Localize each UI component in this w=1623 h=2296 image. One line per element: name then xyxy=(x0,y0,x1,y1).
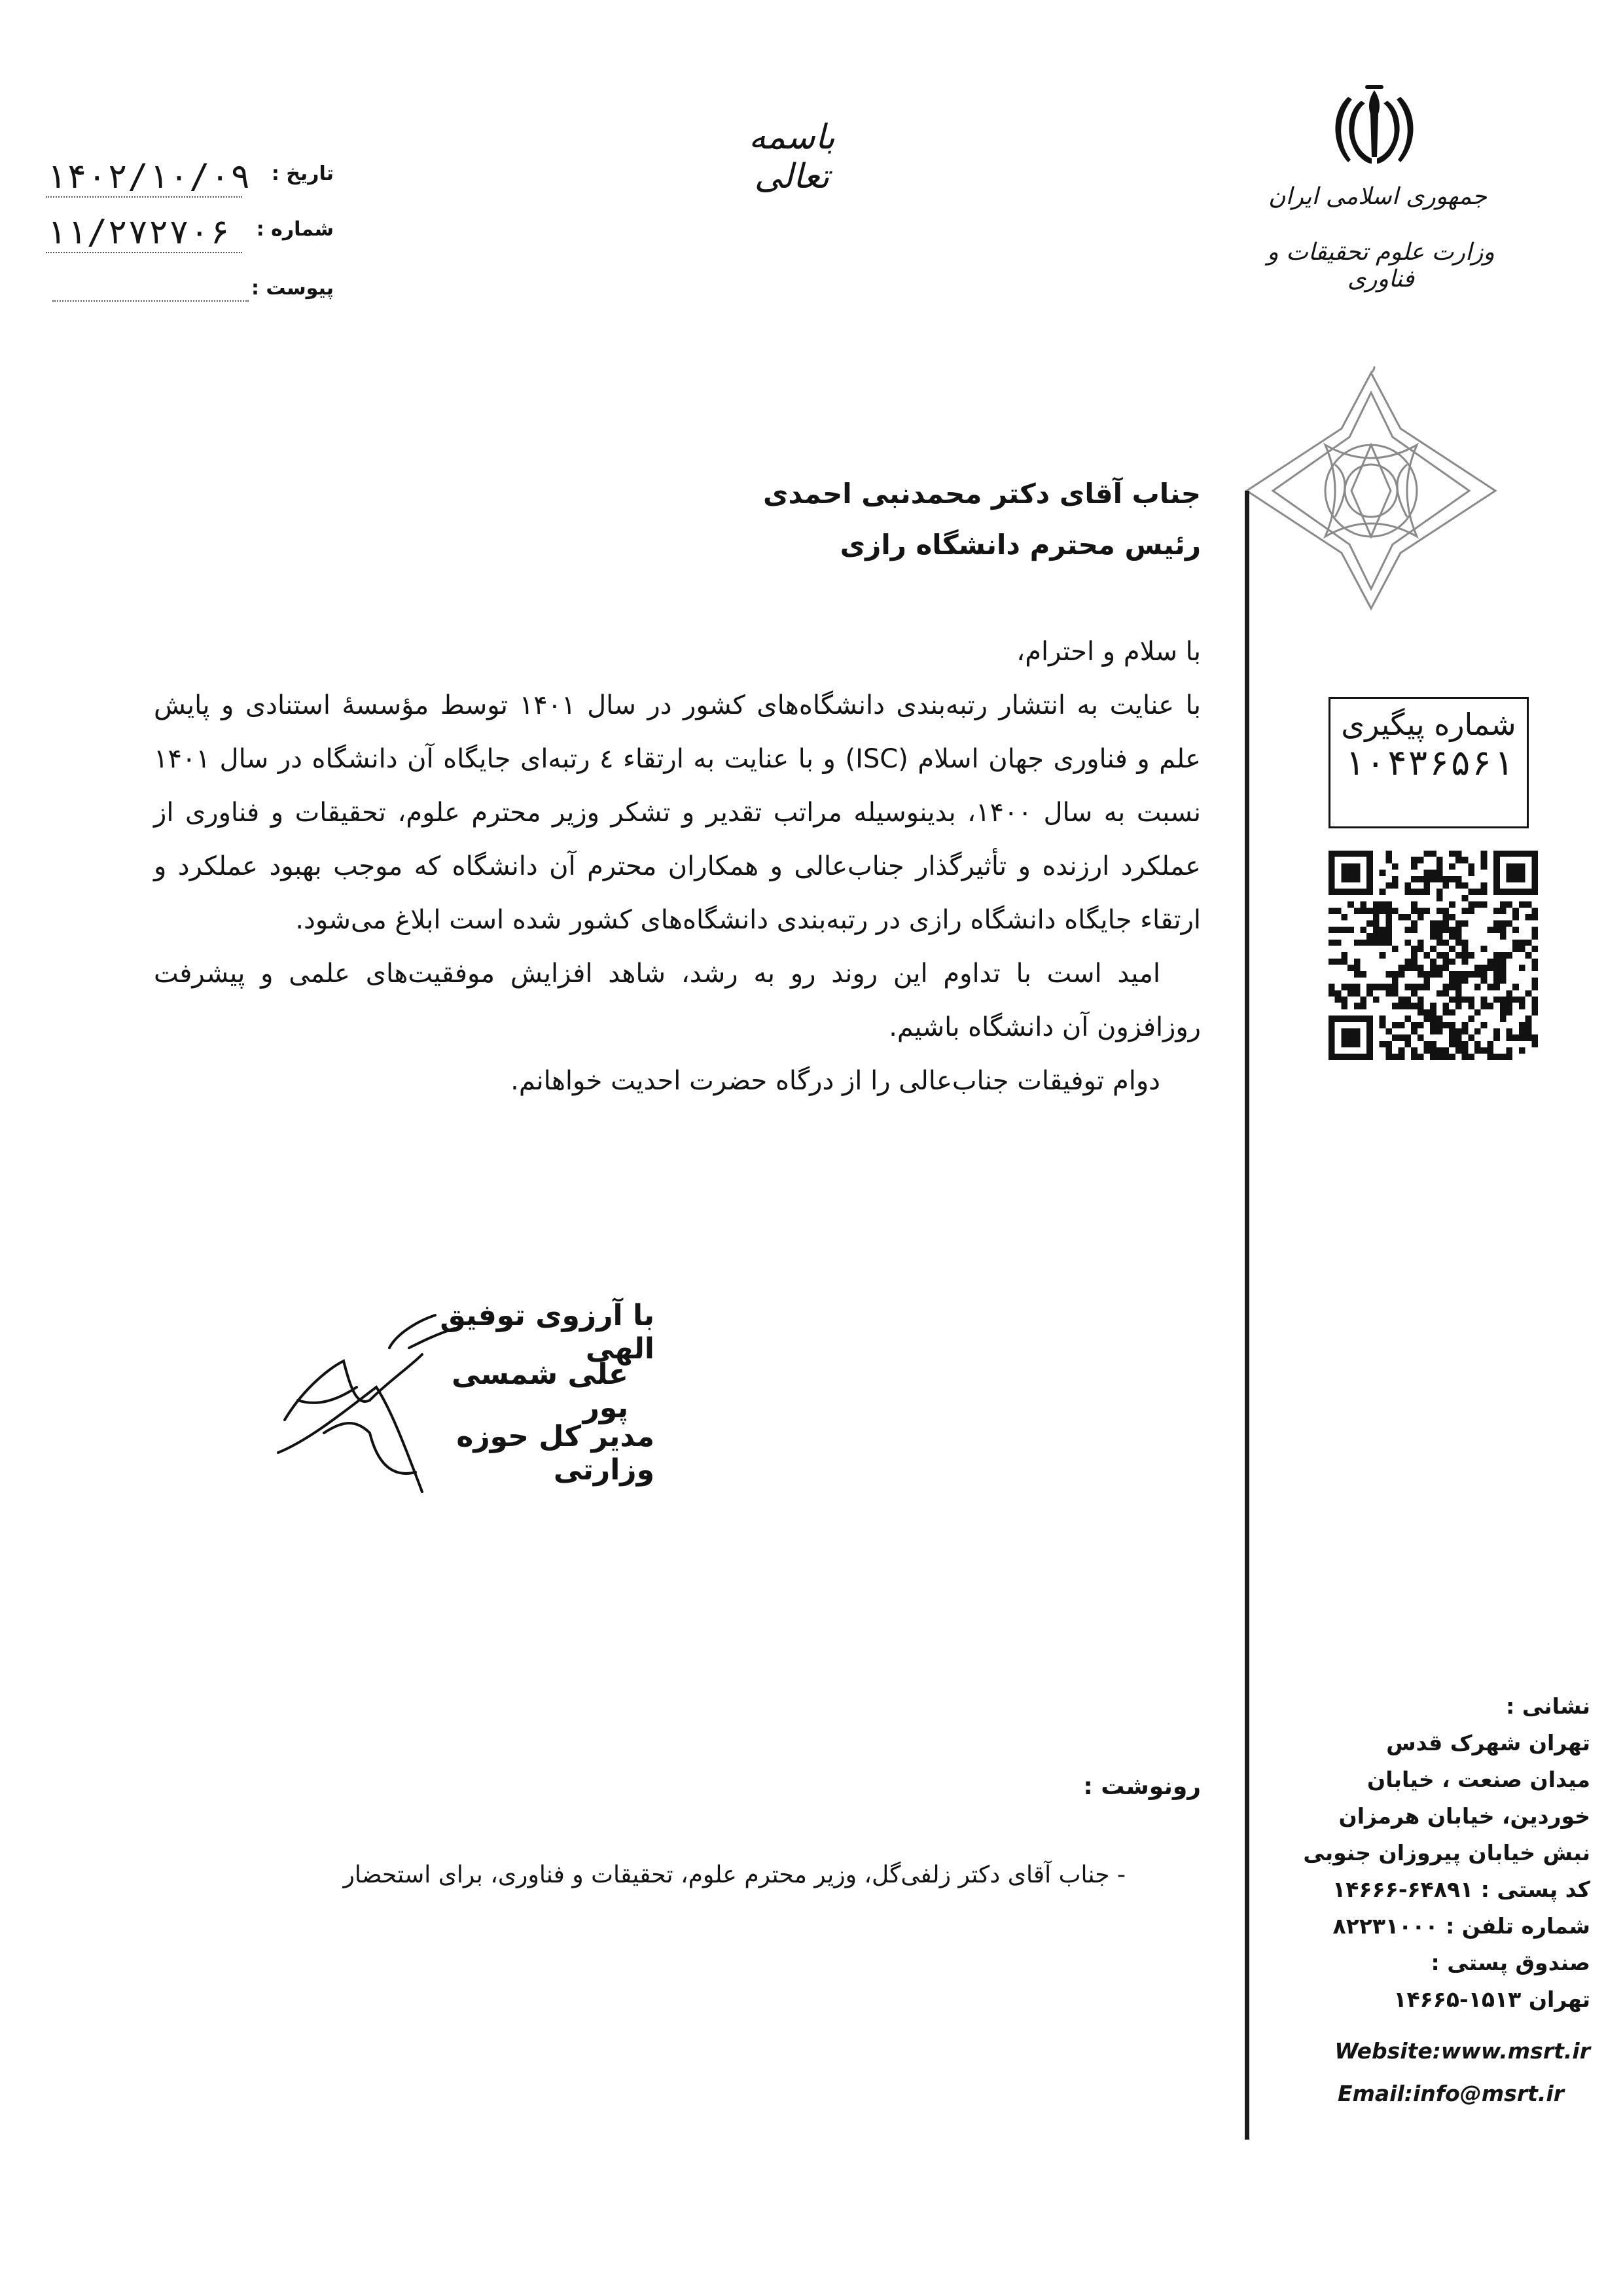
email[interactable]: Email:info@msrt.ir xyxy=(1337,2081,1564,2106)
postal-code: کد پستی : ۶۴۸۹۱-۱۴۶۶۶ xyxy=(1332,1877,1590,1902)
tracking-box xyxy=(1329,697,1529,828)
address-line: میدان صنعت ، خیابان xyxy=(1367,1767,1590,1792)
tracking-label: شماره پیگیری xyxy=(1341,707,1516,742)
letter-body xyxy=(154,625,1201,1108)
signatory-name: علی شمسی پور xyxy=(452,1358,628,1424)
basmala: باسمه تعالی xyxy=(749,118,835,196)
date-label: تاریخ : xyxy=(271,162,334,185)
attachment-value xyxy=(52,300,249,302)
attachment-row xyxy=(46,272,334,311)
address-line: تهران شهرک قدس xyxy=(1386,1730,1590,1756)
number-row xyxy=(46,213,334,252)
tracking-number: ۱۰۴۳۶۵۶۱ xyxy=(1343,742,1514,783)
date-row xyxy=(46,157,334,196)
cc-label: رونوشت : xyxy=(1083,1773,1201,1800)
org-line-1: جمهوری اسلامی ایران xyxy=(1268,183,1487,210)
handwritten-signature-icon xyxy=(259,1309,468,1505)
number-label: شماره : xyxy=(256,218,334,241)
attachment-label: پیوست : xyxy=(251,277,334,300)
date-value: ۱۴۰۲/۱۰/۰۹ xyxy=(46,157,251,196)
signature-closing: با آرزوی توفیق الهی xyxy=(440,1299,654,1366)
qr-code-icon xyxy=(1329,851,1538,1060)
address-line: خوردین، خیابان هرمزان xyxy=(1338,1803,1590,1829)
recipient-name: جناب آقای دکتر محمدنبی احمدی xyxy=(763,478,1201,510)
body-paragraph-1: با عنایت به انتشار رتبه‌بندی دانشگاه‌های کشور در سال ۱۴۰۱ توسط مؤسسهٔ استنادی و پایش علم و فناوری جهان اسلام (ISC) و با عنایت به ارتقاء ٤ رتبه‌ای جایگاه آن دانشگاه در سال ۱۴۰۱ نسبت به سال ۱۴۰۰، بدینوسیله مراتب تقدیر و تشکر وزیر محترم علوم، تحقیقات و فناوری از عملکرد ارزنده و تأثیرگذار جناب‌عالی و همکاران محترم آن دانشگاه که موجب بهبود عملکرد و ارتقاء جایگاه دانشگاه رازی در رتبه‌بندی دانشگاه‌های کشور شده است ابلاغ می‌شود. xyxy=(154,690,1202,935)
phone-number: شماره تلفن : ۸۲۲۳۱۰۰۰ xyxy=(1332,1913,1590,1939)
signatory-title: مدیر کل حوزه وزارتی xyxy=(456,1420,654,1487)
recipient-title: رئیس محترم دانشگاه رازی xyxy=(840,529,1201,561)
iran-emblem-icon xyxy=(1322,79,1427,183)
address-line: نشانی : xyxy=(1506,1693,1590,1719)
body-paragraph-2: امید است با تداوم این روند رو به رشد، شاهد افزایش موفقیت‌های علمی و پیشرفت روزافزون آن دانشگاه باشیم. xyxy=(154,959,1201,1042)
islamic-ornament-icon xyxy=(1237,366,1505,615)
address-block xyxy=(1283,1688,1590,2018)
greeting: با سلام و احترام، xyxy=(1016,637,1201,667)
org-line-2: وزارت علوم تحقیقات و فناوری xyxy=(1267,239,1495,292)
po-box: تهران ۱۵۱۳-۱۴۶۶۵ xyxy=(1393,1987,1590,2012)
website[interactable]: Website:www.msrt.ir xyxy=(1334,2038,1590,2064)
number-value: ۱۱/۲۷۲۷۰۶ xyxy=(46,213,242,253)
body-paragraph-3: دوام توفیقات جناب‌عالی را از درگاه حضرت احدیت خواهانم. xyxy=(510,1066,1160,1096)
po-box-label: صندوق پستی : xyxy=(1431,1950,1590,1975)
cc-item: - جناب آقای دکتر زلفی‌گل، وزیر محترم علوم، تحقیقات و فناوری، برای استحضار xyxy=(343,1862,1126,1888)
vertical-rule xyxy=(1245,491,1249,2140)
address-line: نبش خیابان پیروزان جنوبی xyxy=(1303,1840,1590,1865)
